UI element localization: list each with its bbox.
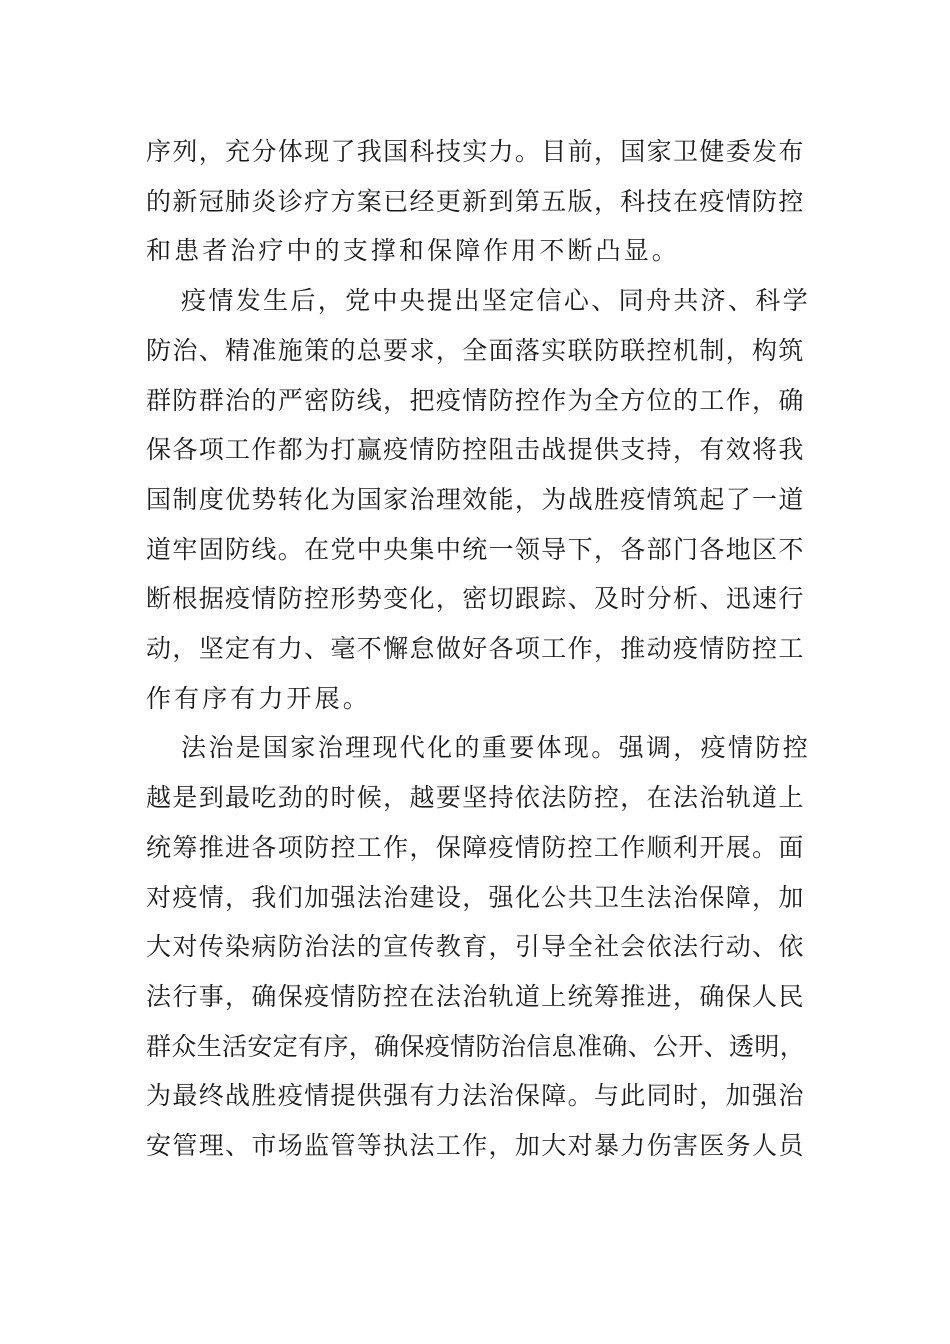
paragraph-3-line-8: 为最终战胜疫情提供强有力法治保障。与此同时，加强治 bbox=[146, 1081, 805, 1110]
paragraph-2-line-2: 防治、精准施策的总要求，全面落实联防联控机制，构筑 bbox=[146, 336, 805, 365]
paragraph-2-line-9: 作有序有力开展。 bbox=[146, 684, 371, 713]
paragraph-2-line-3: 群防群治的严密防线，把疫情防控作为全方位的工作，确 bbox=[146, 386, 805, 415]
paragraph-3-line-5: 大对传染病防治法的宣传教育，引导全社会依法行动、依 bbox=[146, 932, 805, 961]
paragraph-2-line-5: 国制度优势转化为国家治理效能，为战胜疫情筑起了一道 bbox=[146, 485, 805, 514]
paragraph-3-line-7: 群众生活安定有序，确保疫情防治信息准确、公开、透明， bbox=[146, 1032, 806, 1061]
paragraph-3-line-1: 法治是国家治理现代化的重要体现。强调，疫情防控 bbox=[181, 733, 811, 762]
paragraph-3-line-9: 安管理、市场监管等执法工作，加大对暴力伤害医务人员 bbox=[146, 1131, 805, 1160]
paragraph-2-line-4: 保各项工作都为打赢疫情防控阻击战提供支持，有效将我 bbox=[146, 435, 805, 464]
paragraph-3-line-2: 越是到最吃劲的时候，越要坚持依法防控，在法治轨道上 bbox=[146, 783, 805, 812]
paragraph-2-line-1: 疫情发生后，党中央提出坚定信心、同舟共济、科学 bbox=[181, 286, 811, 315]
paragraph-2-line-8: 动，坚定有力、毫不懈怠做好各项工作，推动疫情防控工 bbox=[146, 634, 805, 663]
paragraph-1-line-1: 序列，充分体现了我国科技实力。目前，国家卫健委发布 bbox=[146, 137, 805, 166]
paragraph-1-line-2: 的新冠肺炎诊疗方案已经更新到第五版，科技在疫情防控 bbox=[146, 187, 805, 216]
paragraph-1-line-3: 和患者治疗中的支撑和保障作用不断凸显。 bbox=[146, 236, 680, 265]
paragraph-3-line-3: 统筹推进各项防控工作，保障疫情防控工作顺利开展。面 bbox=[146, 833, 805, 862]
paragraph-2-line-6: 道牢固防线。在党中央集中统一领导下，各部门各地区不 bbox=[146, 535, 805, 564]
paragraph-3-line-4: 对疫情，我们加强法治建设，强化公共卫生法治保障，加 bbox=[146, 883, 805, 912]
paragraph-3-line-6: 法行事，确保疫情防控在法治轨道上统筹推进，确保人民 bbox=[146, 982, 805, 1011]
paragraph-2-line-7: 断根据疫情防控形势变化，密切跟踪、及时分析、迅速行 bbox=[146, 584, 805, 613]
